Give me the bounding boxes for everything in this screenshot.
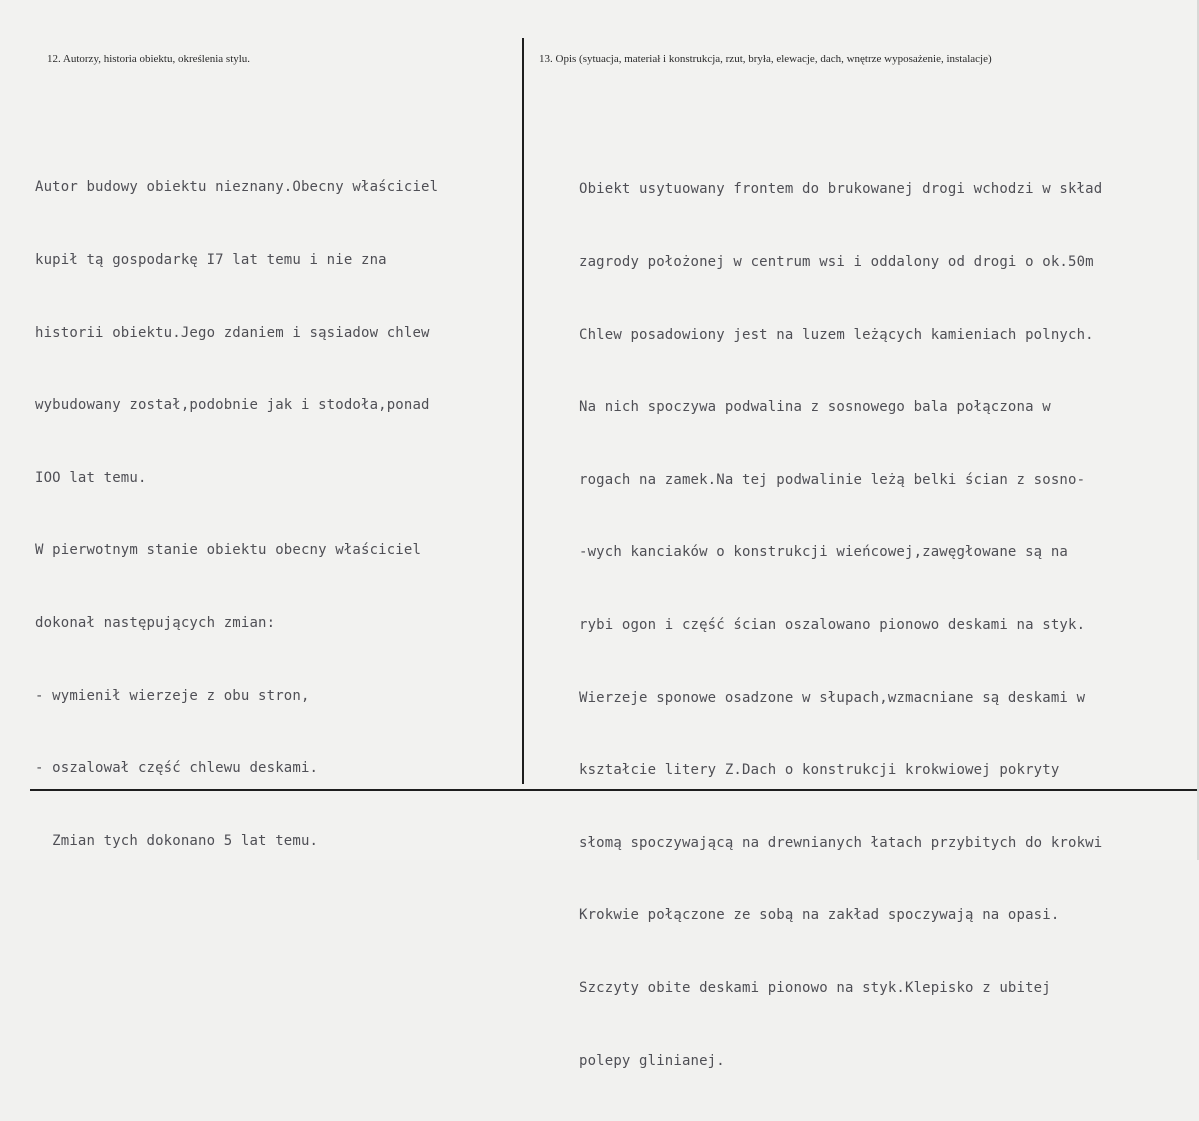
history-line: - oszalował część chlewu deskami. [35, 760, 319, 777]
description-line: rogach na zamek.Na tej podwalinie leżą belki ścian z sosno- [579, 471, 1086, 488]
description-line: Szczyty obite deskami pionowo na styk.Klepisko z ubitej [579, 979, 1051, 996]
description-line: zagrody położonej w centrum wsi i oddalony od drogi o ok.50m [579, 254, 1094, 270]
description-line: Na nich spoczywa podwalina z sosnowego bala połączona w [579, 399, 1051, 416]
history-line: dokonał następujących zmian: [35, 614, 276, 631]
history-line: Zmian tych dokonano 5 lat temu. [35, 832, 319, 849]
history-line: IOO lat temu. [35, 469, 147, 486]
section-13-heading: 13. Opis (sytuacja, materiał i konstrukcja, rzut, bryła, elewacje, dach, wnętrze wyposażenie, instalacje) [539, 53, 992, 65]
history-line: Autor budowy obiektu nieznany.Obecny właściciel [35, 179, 439, 196]
history-line: wybudowany został,podobnie jak i stodoła,ponad [35, 397, 430, 414]
description-line: kształcie litery Z.Dach o konstrukcji krokwiowej pokryty [579, 762, 1060, 779]
description-line: Krokwie połączone ze sobą na zakład spoczywają na opasi. [579, 907, 1060, 924]
description-typed-text [579, 129, 1102, 1121]
section-12-heading: 12. Autorzy, historia obiektu, określenia stylu. [47, 53, 251, 65]
description-line: Wierzeje sponowe osadzone w słupach,wzmacniane są deskami w [579, 689, 1086, 706]
history-line: kupił tą gospodarkę I7 lat temu i nie zna [35, 252, 387, 268]
history-line: historii obiektu.Jego zdaniem i sąsiadow chlew [35, 324, 430, 341]
description-line: rybi ogon i część ścian oszalowano pionowo deskami na styk. [579, 616, 1086, 633]
history-typed-text [35, 127, 438, 901]
description-line: słomą spoczywającą na drewnianych łatach przybitych do krokwi [579, 834, 1103, 851]
history-line: - wymienił wierzeje z obu stron, [35, 687, 310, 704]
column-divider [522, 38, 524, 784]
description-line: Chlew posadowiony jest na luzem leżących kamieniach polnych. [579, 326, 1094, 343]
description-line: Obiekt usytuowany frontem do brukowanej drogi wchodzi w skład [579, 181, 1103, 198]
history-line: W pierwotnym stanie obiektu obecny właściciel [35, 542, 422, 559]
description-line: -wych kanciaków o konstrukcji wieńcowej,zawęgłowane są na [579, 544, 1068, 561]
description-line: polepy glinianej. [579, 1052, 725, 1069]
